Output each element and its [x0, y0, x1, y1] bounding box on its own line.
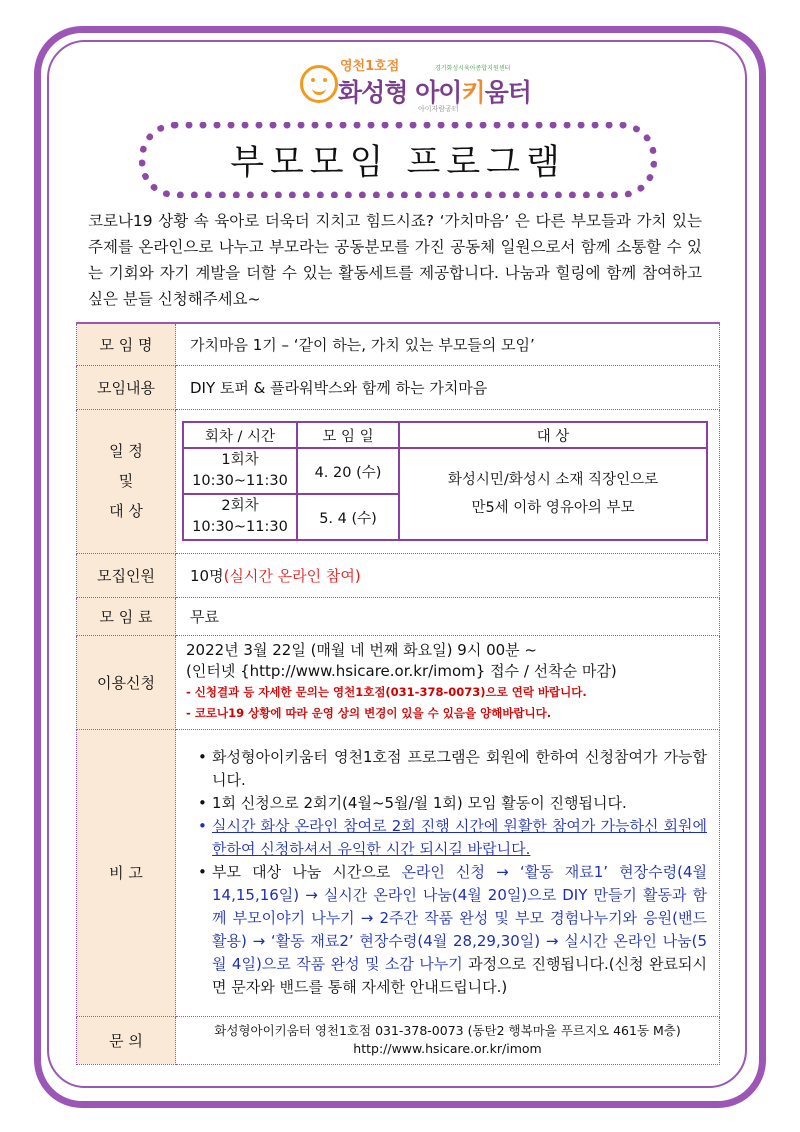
apply-info: 2022년 3월 22일 (매월 네 번째 화요일) 9시 00분 ~ (인터넷 {http://www.hsicare.or.kr/imom} 접수 / 선착순 마감) - 신청결과 등 자세한 문의는 영천1호점(031-378-0073)으로 연락 바랍니다. - 코로나19 상황에 따라 운영 상의 변경이 있을 수 있음을 양해바랍니다.: [176, 635, 720, 729]
intro-text: 코로나19 상황 속 육아로 더욱더 지치고 힘드시죠? ‘가치마음’ 은 다른 부모들과 가치 있는 주제를 온라인으로 나누고 부모라는 공동분모를 가진 공동체 일원으로서 함께 소통할 수 있는 기회와 자기 계발을 더할 수 있는 활동세트를 제공합니다. 나눔과 힐링에 함께 참여하고 싶은 분들 신청해주세요~: [88, 212, 702, 308]
meeting-name: 가치마음 1기 – ‘같이 하는, 가치 있는 부모들의 모임’: [176, 323, 720, 365]
label-meeting-name: 모 임 명: [77, 323, 176, 365]
capacity: 10명(실시간 온라인 참여): [176, 553, 720, 597]
remarks: [176, 729, 720, 1016]
fee: 무료: [176, 597, 720, 635]
info-table: [76, 322, 720, 1065]
header-round: 회차 / 시간: [183, 422, 297, 448]
smile-face-icon: [300, 65, 338, 103]
remark-2: • 1회 신청으로 2회기(4월~5월/월 1회) 모임 활동이 진행됩니다.: [212, 792, 707, 815]
schedule-table: [182, 421, 708, 541]
session-2-round: 2회차 10:30~11:30: [183, 494, 297, 540]
remark-1: • 화성형아이키움터 영천1호점 프로그램은 회원에 한하여 신청참여가 가능합니다.: [212, 746, 707, 792]
header-date: 모 임 일: [297, 422, 399, 448]
session-1-date: 4. 20 (수): [297, 448, 399, 494]
label-content: 모임내용: [77, 365, 176, 409]
label-remarks: 비 고: [77, 729, 176, 1016]
label-capacity: 모집인원: [77, 553, 176, 597]
label-apply: 이용신청: [77, 635, 176, 729]
page-title: 부모모임 프로그램: [230, 143, 566, 183]
header-target: 대 상: [399, 422, 707, 448]
meeting-content: DIY 토퍼 & 플라워박스와 함께 하는 가치마음: [176, 365, 720, 409]
logo-tagline: 아이자람공터: [418, 105, 459, 113]
label-schedule: 일 정 및 대 상: [77, 409, 176, 553]
label-fee: 모 임 료: [77, 597, 176, 635]
label-contact: 문 의: [77, 1016, 176, 1064]
title-box: [139, 122, 657, 198]
logo-sponsor: 경기화성시육아종합지원센터: [435, 65, 511, 72]
logo-branch: 영천1호점: [340, 59, 400, 74]
schedule-cell: [176, 409, 720, 553]
logo-name: 화성형 아이키움터: [338, 78, 531, 107]
session-2-date: 5. 4 (수): [297, 494, 399, 540]
contact-info: 화성형아이키움터 영천1호점 031-378-0073 (동탄2 행복마을 푸르지오 461동 M층) http://www.hsicare.or.kr/imom: [176, 1016, 720, 1064]
session-1-round: 1회차 10:30~11:30: [183, 448, 297, 494]
remark-4: • 부모 대상 나눔 시간으로 온라인 신청 → ‘활동 재료1’ 현장수령(4월 14,15,16일) → 실시간 온라인 나눔(4월 20일)으로 DIY 만들기 활동과 함께 부모이야기 나누기 → 2주간 작품 완성 및 부모 경험나누기와 응원(밴드 활용) → ‘활동 재료2’ 현장수령(4월 28,29,30일) → 실시간 온라인 나눔(5월 4일)으로 작품 완성 및 소감 나누기 과정으로 진행됩니다.(신청 완료되시면 문자와 밴드를 통해 자세한 안내드립니다.): [212, 861, 707, 999]
remark-3: • 실시간 화상 온라인 참여로 2회 진행 시간에 원활한 참여가 가능하신 회원에 한하여 신청하셔서 유익한 시간 되시길 바랍니다.: [212, 815, 707, 861]
logo: [300, 55, 531, 113]
target: 화성시민/화성시 소재 직장인으로 만5세 이하 영유아의 부모: [399, 448, 707, 540]
